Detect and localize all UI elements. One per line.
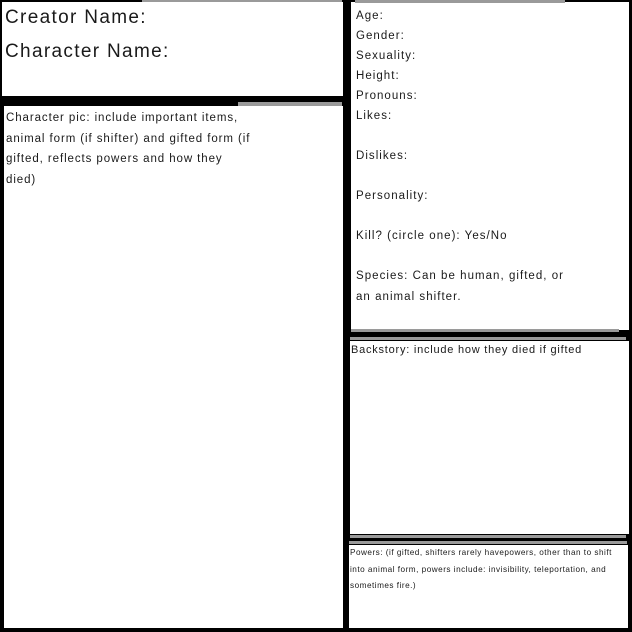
- pic-top-accent: [238, 102, 342, 106]
- kill-label: Kill? (circle one): Yes/No: [356, 230, 508, 242]
- powers-box: [349, 545, 628, 628]
- pronouns-label: Pronouns:: [356, 90, 418, 102]
- powers-top-accent: [349, 541, 627, 544]
- backstory-bottom-accent: [350, 535, 626, 538]
- backstory-top-accent: [350, 337, 626, 340]
- character-name-label: Character Name:: [5, 41, 170, 62]
- creator-name-label: Creator Name:: [5, 7, 147, 28]
- character-pic-instructions: Character pic: include important items, animal form (if shifter) and gifted form (if gifted, reflects powers and how they died): [6, 112, 251, 186]
- info-top-accent: [355, 0, 565, 3]
- age-label: Age:: [356, 10, 384, 22]
- powers-label: Powers: (if gifted, shifters rarely havepowers, other than to shift into animal form, powers include: invisibility, teleportation, and sometimes fire.): [350, 548, 612, 590]
- dislikes-label: Dislikes:: [356, 150, 409, 162]
- gender-label: Gender:: [356, 30, 405, 42]
- name-header-box: [2, 2, 343, 96]
- backstory-box: [350, 341, 629, 534]
- species-label-line1: Species: Can be human, gifted, or: [356, 270, 565, 282]
- species-label-line2: an animal shifter.: [356, 291, 462, 303]
- character-pic-box: [4, 106, 343, 628]
- likes-label: Likes:: [356, 110, 393, 122]
- personality-label: Personality:: [356, 190, 429, 202]
- info-bottom-accent: [351, 329, 619, 332]
- character-info-box: [351, 2, 629, 330]
- backstory-label: Backstory: include how they died if gifted: [351, 344, 583, 356]
- header-top-accent: [142, 0, 342, 2]
- height-label: Height:: [356, 70, 400, 82]
- sexuality-label: Sexuality:: [356, 50, 417, 62]
